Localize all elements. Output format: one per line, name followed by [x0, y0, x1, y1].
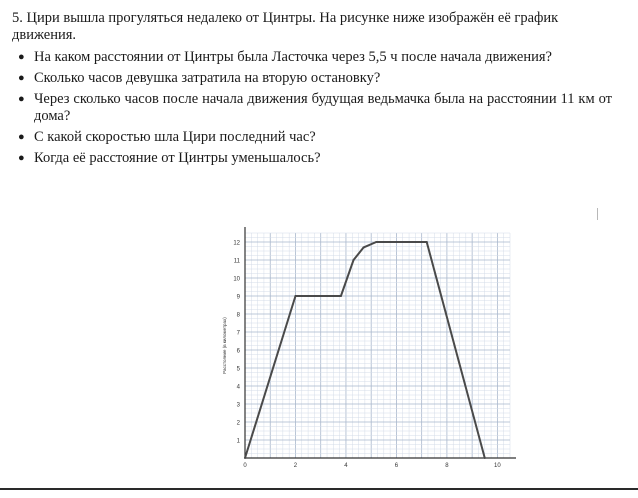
data-point: [363, 246, 365, 248]
data-point: [484, 457, 486, 459]
y-tick-label: 10: [233, 276, 240, 283]
y-tick-label: 9: [236, 294, 240, 301]
y-tick-label: 6: [236, 348, 240, 355]
bottom-divider: [0, 488, 638, 490]
data-point: [340, 295, 342, 297]
question-item: ● Когда её расстояние от Цинтры уменьшалось?: [12, 150, 612, 167]
y-tick-label: 11: [233, 258, 240, 265]
x-tick-label: 8: [445, 463, 449, 469]
data-point: [375, 241, 377, 243]
data-point: [353, 259, 355, 261]
y-tick-label: 12: [233, 240, 240, 247]
question-list: [12, 49, 612, 167]
y-tick-label: 4: [236, 384, 240, 391]
problem-block: [12, 10, 612, 171]
question-item: ● С какой скоростью шла Цири последний час?: [12, 129, 612, 146]
x-tick-label: 10: [494, 463, 501, 469]
x-tick-label: 4: [344, 463, 348, 469]
data-point: [426, 241, 428, 243]
question-item: ● Сколько часов девушка затратила на вторую остановку?: [12, 70, 612, 87]
distance-time-chart: [205, 225, 520, 475]
y-tick-label: 8: [236, 312, 240, 319]
problem-intro: 5. Цири вышла прогуляться недалеко от Цинтры. На рисунке ниже изображён её график движения.: [12, 10, 559, 43]
x-tick-label: 6: [394, 463, 399, 469]
y-tick-label: 3: [236, 402, 240, 409]
x-tick-label: 0: [243, 463, 247, 469]
y-tick-label: 1: [236, 438, 240, 445]
data-point: [294, 295, 296, 297]
question-item: ● На каком расстоянии от Цинтры была Ласточка через 5,5 ч после начала движения?: [12, 49, 612, 66]
y-tick-label: 7: [236, 330, 240, 337]
y-tick-label: 2: [236, 420, 240, 427]
question-item: ● Через сколько часов после начала движения будущая ведьмачка была на расстоянии 11 км от дома?: [12, 91, 612, 125]
scan-mark: [597, 208, 598, 220]
y-tick-label: 5: [236, 366, 240, 373]
x-tick-label: 2: [293, 463, 298, 469]
data-point: [244, 457, 246, 459]
y-axis-label: Расстояние (в километрах): [222, 317, 227, 374]
